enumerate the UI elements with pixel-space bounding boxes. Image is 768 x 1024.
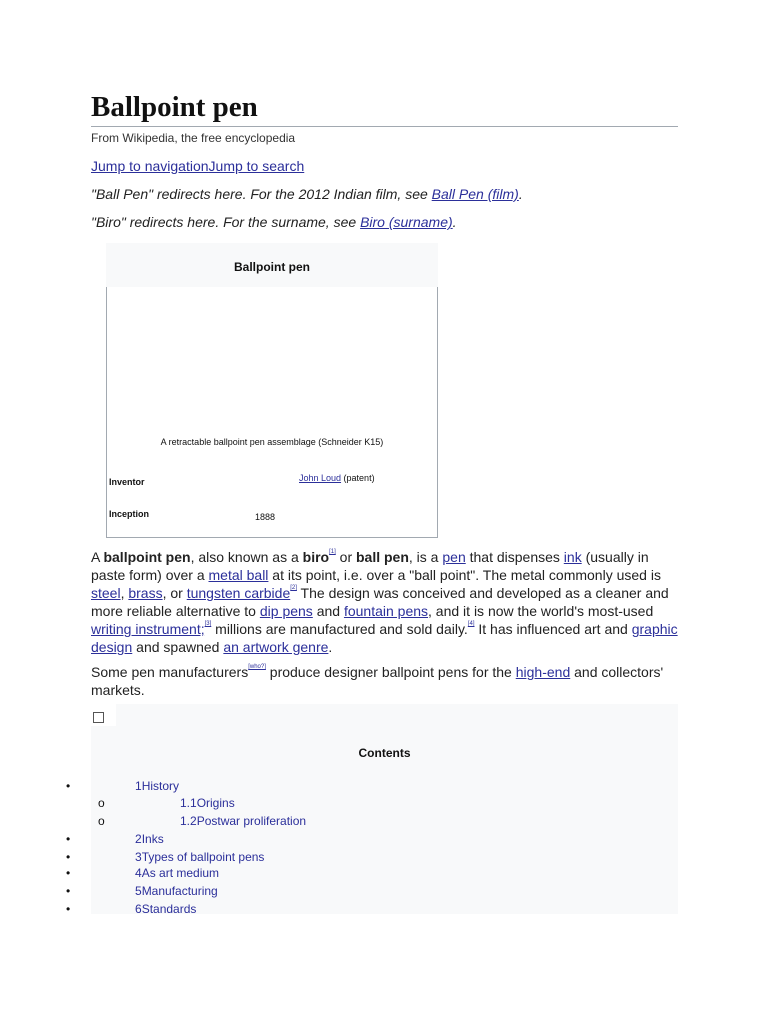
toc-item-label: Postwar proliferation	[196, 814, 307, 828]
hatnote-text: .	[518, 186, 523, 202]
toc-item-label: Standards	[141, 902, 197, 916]
toc-item-art-medium[interactable]	[135, 866, 219, 880]
text: A	[91, 549, 104, 565]
infobox-title: Ballpoint pen	[106, 243, 438, 287]
toc-item-label: Manufacturing	[141, 884, 218, 898]
toc-title: Contents	[358, 746, 411, 760]
toc-item-postwar-proliferation[interactable]	[180, 814, 306, 828]
toc-number: 1.2	[180, 814, 197, 828]
brass-link[interactable]: brass	[128, 585, 163, 601]
toc-item-label: Types of ballpoint pens	[141, 850, 265, 864]
text: and spawned	[132, 639, 224, 655]
high-end-link[interactable]: high-end	[515, 664, 571, 680]
infobox-label-inception: Inception	[109, 509, 149, 519]
text: , also known as a	[190, 549, 303, 565]
artwork-genre-link[interactable]: an artwork genre	[223, 639, 329, 655]
infobox-caption: A retractable ballpoint pen assemblage (Schneider K15)	[160, 437, 384, 447]
toc-bullet: o	[98, 796, 105, 810]
toc-number: 1	[135, 779, 142, 793]
toc-number: 4	[135, 866, 142, 880]
toc-number: 6	[135, 902, 142, 916]
toc-item-label: History	[141, 779, 180, 793]
infobox-label-inventor: Inventor	[109, 477, 145, 487]
jump-to-navigation-link[interactable]: Jump to navigation	[91, 158, 209, 174]
toc-bullet: •	[66, 884, 71, 898]
text: produce designer ballpoint pens for the	[265, 664, 516, 680]
infobox-value-text: (patent)	[341, 473, 375, 483]
text: ,	[120, 585, 129, 601]
steel-link[interactable]: steel	[91, 585, 121, 601]
page-title: Ballpoint pen	[91, 90, 678, 127]
toc-bullet: •	[66, 902, 71, 916]
metal-ball-link[interactable]: metal ball	[208, 567, 269, 583]
text: and collectors' markets.	[91, 664, 664, 698]
reference-link[interactable]: [4]	[467, 621, 475, 627]
text: or	[335, 549, 356, 565]
reference-link[interactable]: [3]	[204, 621, 212, 627]
tagline: From Wikipedia, the free encyclopedia	[91, 131, 296, 145]
jump-links	[91, 158, 304, 174]
bold-term: biro	[302, 549, 330, 565]
text: , and it is now the world's most-used	[428, 603, 654, 619]
toc-number: 1.1	[180, 796, 197, 810]
bold-term: ball pen	[356, 549, 409, 565]
toc-item-types[interactable]	[135, 850, 264, 864]
dip-pens-link[interactable]: dip pens	[259, 603, 313, 619]
bold-term: ballpoint pen	[103, 549, 191, 565]
toc-bullet: •	[66, 832, 71, 846]
text: It has influenced art and	[474, 621, 632, 637]
toc-toggle-checkbox[interactable]	[93, 712, 104, 723]
text: .	[328, 639, 333, 655]
toc-item-label: As art medium	[141, 866, 220, 880]
reference-link[interactable]: [2]	[290, 585, 297, 591]
text: that dispenses	[465, 549, 564, 565]
text: millions are manufactured and sold daily.	[211, 621, 468, 637]
jump-to-search-link[interactable]: Jump to search	[208, 158, 305, 174]
text: and	[312, 603, 344, 619]
text: (usually in paste form) over a	[91, 549, 649, 583]
john-loud-link[interactable]: John Loud	[299, 473, 342, 483]
infobox-value-inventor	[299, 473, 375, 483]
graphic-design-link[interactable]: graphic design	[91, 621, 678, 655]
toc-bullet: •	[66, 850, 71, 864]
hatnote-text: "Biro" redirects here. For the surname, see	[91, 214, 361, 230]
infobox-value-inception: 1888	[255, 512, 276, 522]
toc-number: 3	[135, 850, 142, 864]
text: The design was conceived and developed as a cleaner and more reliable alternative to	[91, 585, 669, 619]
ink-link[interactable]: ink	[563, 549, 582, 565]
writing-instrument-link[interactable]: writing instrument;	[91, 621, 205, 637]
toc-number: 2	[135, 832, 142, 846]
toc-item-history[interactable]	[135, 779, 179, 793]
toc-bullet: o	[98, 814, 105, 828]
fountain-pens-link[interactable]: fountain pens	[343, 603, 429, 619]
hatnote-text: "Ball Pen" redirects here. For the 2012 Indian film, see	[91, 186, 432, 202]
toc-item-label: Inks	[141, 832, 164, 846]
pen-link[interactable]: pen	[442, 549, 466, 565]
infobox	[106, 287, 438, 538]
text: , or	[162, 585, 187, 601]
toc-item-standards[interactable]	[135, 902, 196, 916]
text: , is a	[408, 549, 443, 565]
reference-link[interactable]: [1]	[329, 549, 336, 555]
toc-bullet: •	[66, 779, 71, 793]
text: at its point, i.e. over a "ball point". The metal commonly used is	[268, 567, 661, 583]
toc-item-label: Origins	[196, 796, 235, 810]
hatnote-text: .	[452, 214, 457, 230]
citation-needed-link[interactable]: [who?]	[248, 664, 266, 670]
hatnote-biro	[91, 214, 457, 230]
tungsten-carbide-link[interactable]: tungsten carbide	[186, 585, 291, 601]
toc-bullet: •	[66, 866, 71, 880]
text: Some pen manufacturers	[91, 664, 249, 680]
toc-number: 5	[135, 884, 142, 898]
toc-item-manufacturing[interactable]	[135, 884, 218, 898]
biro-surname-link[interactable]: Biro (surname)	[360, 214, 453, 230]
toc-item-inks[interactable]	[135, 832, 164, 846]
second-paragraph	[91, 663, 681, 699]
hatnote-ball-pen	[91, 186, 523, 202]
toc-item-origins[interactable]	[180, 796, 235, 810]
lead-paragraph	[91, 548, 681, 656]
ball-pen-film-link[interactable]: Ball Pen (film)	[431, 186, 519, 202]
